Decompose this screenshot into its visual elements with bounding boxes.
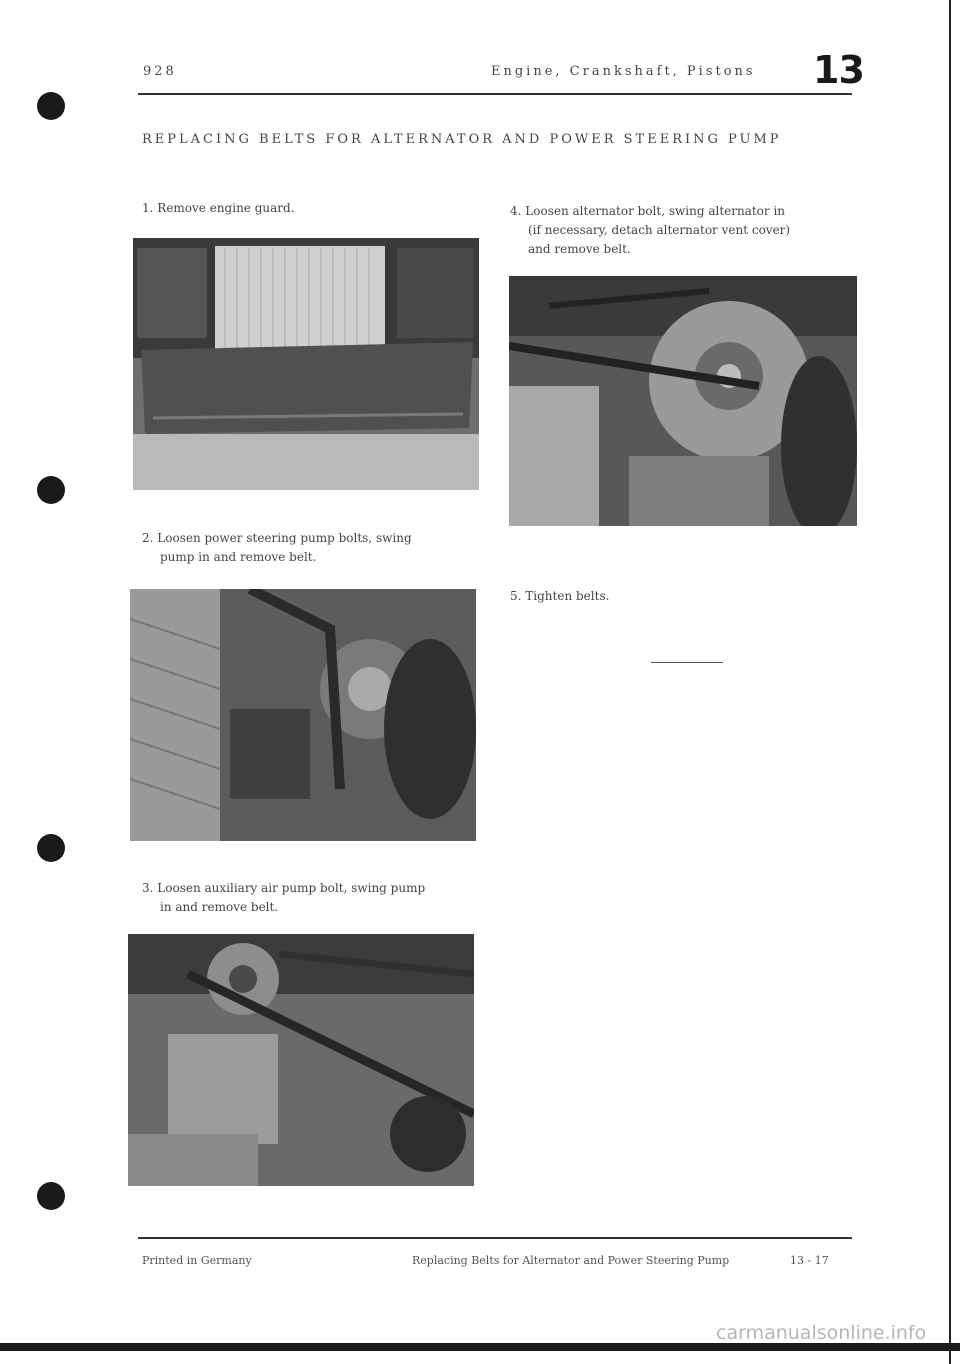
scan-bottom-bar	[0, 1343, 960, 1351]
page-title: REPLACING BELTS FOR ALTERNATOR AND POWER STEERING PUMP	[142, 132, 782, 147]
step-text-continued: and remove belt.	[528, 242, 631, 256]
step-5	[510, 587, 609, 606]
step-text: Loosen auxiliary air pump bolt, swing pump	[157, 881, 426, 895]
step-text: Loosen power steering pump bolts, swing	[157, 531, 412, 545]
footer-page-number: 13 - 17	[790, 1254, 829, 1267]
step-number: 5.	[510, 589, 522, 603]
binder-hole	[37, 834, 65, 862]
header-section: Engine, Crankshaft, Pistons	[491, 64, 756, 79]
footer-rule	[138, 1237, 852, 1239]
footer-printed-in: Printed in Germany	[142, 1254, 252, 1267]
photo-engine-guard	[133, 238, 479, 490]
step-number: 3.	[142, 881, 154, 895]
step-number: 4.	[510, 204, 522, 218]
step-4	[510, 202, 790, 259]
photo-alternator	[509, 276, 857, 526]
step-text-continued: pump in and remove belt.	[160, 550, 317, 564]
step-number: 1.	[142, 201, 154, 215]
step-number: 2.	[142, 531, 154, 545]
binder-hole	[37, 92, 65, 120]
step-3	[142, 879, 425, 917]
end-of-section-rule	[651, 662, 723, 663]
footer-section-title: Replacing Belts for Alternator and Power Steering Pump	[412, 1254, 730, 1267]
photo-auxiliary-air-pump	[128, 934, 474, 1186]
step-text-continued: in and remove belt.	[160, 900, 279, 914]
step-2	[142, 529, 412, 567]
page-edge	[949, 0, 951, 1364]
watermark: carmanualsonline.info	[716, 1322, 927, 1344]
binder-hole	[37, 1182, 65, 1210]
header-model: 928	[143, 64, 177, 79]
chapter-number: 13	[813, 48, 864, 92]
step-text: Tighten belts.	[525, 589, 610, 603]
header-rule	[138, 93, 852, 95]
step-1	[142, 199, 295, 218]
binder-hole	[37, 476, 65, 504]
step-text: Loosen alternator bolt, swing alternator in	[525, 204, 786, 218]
step-text: Remove engine guard.	[157, 201, 295, 215]
step-text-continued: (if necessary, detach alternator vent cover)	[528, 223, 791, 237]
photo-power-steering-pump	[130, 589, 476, 841]
